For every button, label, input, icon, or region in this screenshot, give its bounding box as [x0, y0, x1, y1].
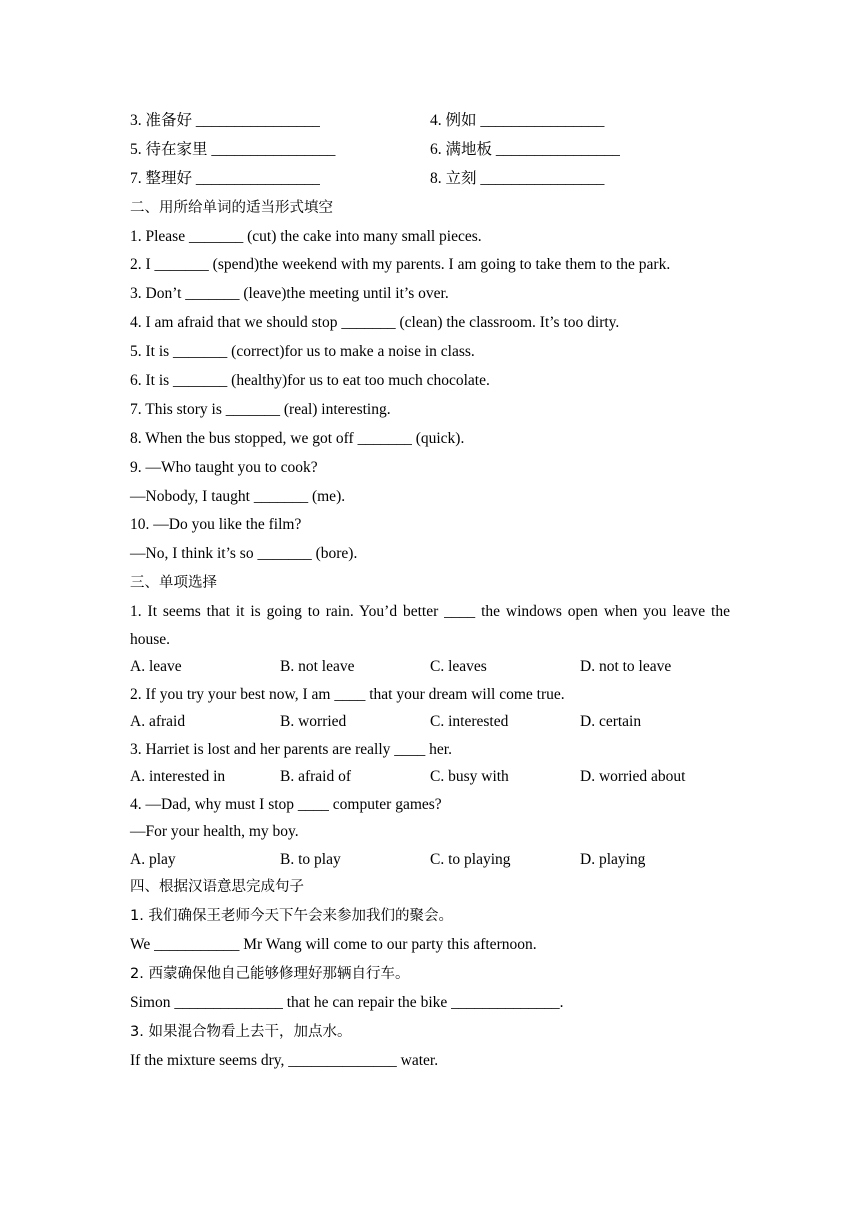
options-row — [130, 653, 730, 681]
option-b: B. afraid of — [280, 768, 352, 786]
options-row — [130, 708, 730, 736]
exercise-item: 5. It is _______ (correct)for us to make a noise in class. — [130, 343, 475, 361]
section-translation — [130, 873, 730, 1075]
section-multiple-choice — [130, 569, 730, 873]
option-a: A. play — [130, 850, 176, 868]
options-row — [130, 846, 730, 874]
section-title: 三、单项选择 — [130, 575, 217, 592]
english-sentence: We ___________ Mr Wang will come to our party this afternoon. — [130, 935, 537, 953]
chinese-prompt: 2. 西蒙确保他自己能够修理好那辆自行车。 — [130, 965, 410, 982]
exercise-item: 2. I _______ (spend)the weekend with my parents. I am going to take them to the park. — [130, 256, 671, 274]
vocab-item: 8. 立刻 ________________ — [430, 169, 605, 187]
question-stem: 2. If you try your best now, I am ____ that your dream will come true. — [130, 685, 565, 703]
option-a: A. interested in — [130, 768, 226, 786]
exercise-item: 7. This story is _______ (real) interesting. — [130, 400, 391, 418]
vocab-row — [130, 165, 730, 194]
question-stem: 1. It seems that it is going to rain. You’d better ____ the windows open when you leave the house. — [130, 603, 730, 648]
option-c: C. leaves — [430, 658, 487, 676]
vocab-section — [130, 107, 730, 194]
option-b: B. worried — [280, 713, 347, 731]
option-b: B. not leave — [280, 658, 355, 676]
vocab-item: 7. 整理好 ________________ — [130, 169, 320, 187]
question-stem: 3. Harriet is lost and her parents are really ____ her. — [130, 740, 452, 758]
worksheet-page — [130, 107, 730, 1075]
option-c: C. to playing — [430, 850, 511, 868]
exercise-item: 6. It is _______ (healthy)for us to eat too much chocolate. — [130, 372, 490, 390]
exercise-item: 9. —Who taught you to cook? — [130, 458, 318, 476]
question-stem: 4. —Dad, why must I stop ____ computer games? — [130, 795, 442, 813]
exercise-item: —Nobody, I taught _______ (me). — [130, 487, 346, 505]
exercise-item: 10. —Do you like the film? — [130, 516, 302, 534]
option-b: B. to play — [280, 850, 341, 868]
section-title: 二、用所给单词的适当形式填空 — [130, 199, 333, 216]
exercise-item: —No, I think it’s so _______ (bore). — [130, 545, 358, 563]
option-c: C. busy with — [430, 768, 509, 786]
section-title: 四、根据汉语意思完成句子 — [130, 879, 304, 896]
english-sentence: If the mixture seems dry, ______________ water. — [130, 1051, 439, 1069]
exercise-item: 8. When the bus stopped, we got off _______ (quick). — [130, 429, 465, 447]
option-a: A. leave — [130, 658, 182, 676]
section-fill-in — [130, 194, 730, 570]
option-a: A. afraid — [130, 713, 186, 731]
vocab-item: 3. 准备好 ________________ — [130, 112, 320, 129]
exercise-item: 4. I am afraid that we should stop _______ (clean) the classroom. It’s too dirty. — [130, 314, 620, 332]
exercise-item: 1. Please _______ (cut) the cake into many small pieces. — [130, 227, 482, 245]
exercise-item: 3. Don’t _______ (leave)the meeting until it’s over. — [130, 285, 449, 303]
chinese-prompt: 3. 如果混合物看上去干，加点水。 — [130, 1023, 352, 1040]
option-d: D. not to leave — [580, 658, 672, 676]
option-d: D. playing — [580, 850, 646, 868]
option-c: C. interested — [430, 713, 509, 731]
options-row — [130, 763, 730, 791]
english-sentence: Simon ______________ that he can repair the bike ______________. — [130, 993, 564, 1011]
vocab-row — [130, 136, 730, 165]
vocab-row — [130, 107, 730, 136]
option-d: D. certain — [580, 713, 642, 731]
question-stem: —For your health, my boy. — [130, 823, 299, 841]
vocab-item: 4. 例如 ________________ — [430, 112, 605, 129]
vocab-item: 6. 满地板 ________________ — [430, 140, 620, 158]
chinese-prompt: 1. 我们确保王老师今天下午会来参加我们的聚会。 — [130, 908, 453, 925]
option-d: D. worried about — [580, 768, 686, 786]
vocab-item: 5. 待在家里 ________________ — [130, 140, 336, 158]
